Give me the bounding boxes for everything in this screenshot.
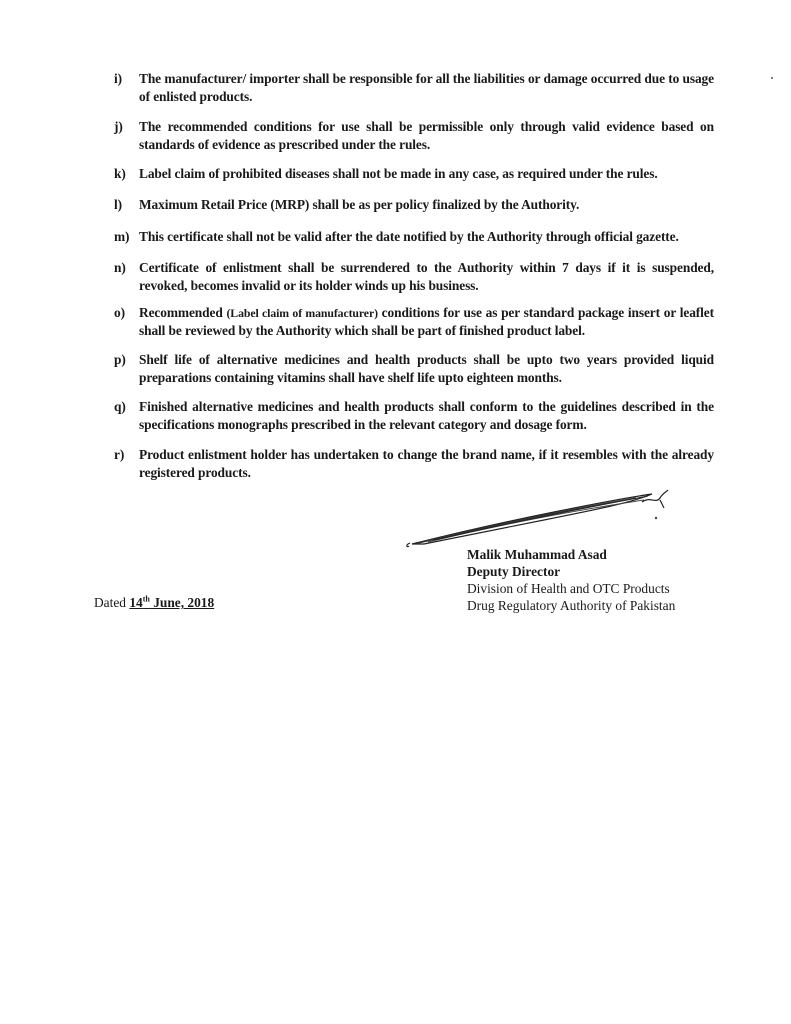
condition-text: The recommended conditions for use shall be permissible only through valid evidence based on standards of evidence as prescribed under the rules.	[139, 119, 714, 152]
condition-marker: j)	[114, 119, 123, 134]
handwritten-signature	[404, 488, 672, 550]
condition-marker: n)	[114, 260, 126, 275]
condition-text	[139, 304, 714, 340]
condition-text: Label claim of prohibited diseases shall not be made in any case, as required under the rules.	[139, 166, 658, 181]
condition-text-parenthetical: (Label claim of manufacturer)	[226, 306, 378, 320]
condition-marker: q)	[114, 399, 126, 414]
signatory-title: Deputy Director	[467, 564, 561, 579]
dated-value	[129, 595, 214, 610]
condition-marker: l)	[114, 197, 122, 212]
scan-speck	[771, 77, 773, 79]
condition-i	[114, 70, 714, 106]
condition-marker: m)	[114, 229, 130, 244]
condition-marker: o)	[114, 305, 125, 320]
condition-j	[114, 118, 714, 154]
condition-text: Finished alternative medicines and health products shall conform to the guidelines described in the specifications monographs prescribed in the relevant category and dosage form.	[139, 399, 714, 432]
condition-text: Certificate of enlistment shall be surrendered to the Authority within 7 days if it is suspended, revoked, becomes invalid or its holder winds up his business.	[139, 260, 714, 293]
condition-k	[114, 165, 714, 183]
scan-speck	[655, 517, 657, 519]
condition-text: Shelf life of alternative medicines and health products shall be upto two years provided liquid preparations containing vitamins shall have shelf life upto eighteen months.	[139, 352, 714, 385]
condition-text: This certificate shall not be valid after the date notified by the Authority through official gazette.	[139, 229, 679, 244]
condition-p	[114, 351, 714, 387]
signature-block	[467, 546, 675, 614]
condition-marker: r)	[114, 447, 125, 462]
condition-n	[114, 259, 714, 295]
dated-month-year: June, 2018	[149, 595, 215, 610]
signatory-division: Division of Health and OTC Products	[467, 581, 670, 596]
condition-text: Maximum Retail Price (MRP) shall be as per policy finalized by the Authority.	[139, 197, 580, 212]
dated-label: Dated	[94, 595, 130, 610]
signatory-name: Malik Muhammad Asad	[467, 547, 607, 562]
condition-text: Product enlistment holder has undertaken to change the brand name, if it resembles with the already registered products.	[139, 447, 714, 480]
dated-day: 14	[129, 595, 143, 610]
condition-text-start: Recommended	[139, 305, 227, 320]
condition-marker: k)	[114, 166, 126, 181]
condition-q	[114, 398, 714, 434]
condition-text-end: conditions for use as per standard package insert or leaflet shall be reviewed by the Authority which shall be part of finished product label.	[139, 305, 714, 338]
condition-marker: i)	[114, 71, 122, 86]
dated-day-suffix: th	[142, 594, 150, 604]
condition-text: The manufacturer/ importer shall be responsible for all the liabilities or damage occurred due to usage of enlisted products.	[139, 71, 714, 104]
dated-line	[94, 594, 214, 611]
condition-o	[114, 304, 714, 340]
condition-r	[114, 446, 714, 482]
signatory-organization: Drug Regulatory Authority of Pakistan	[467, 598, 676, 613]
condition-l	[114, 196, 714, 214]
condition-marker: p)	[114, 352, 126, 367]
condition-m	[114, 228, 714, 246]
